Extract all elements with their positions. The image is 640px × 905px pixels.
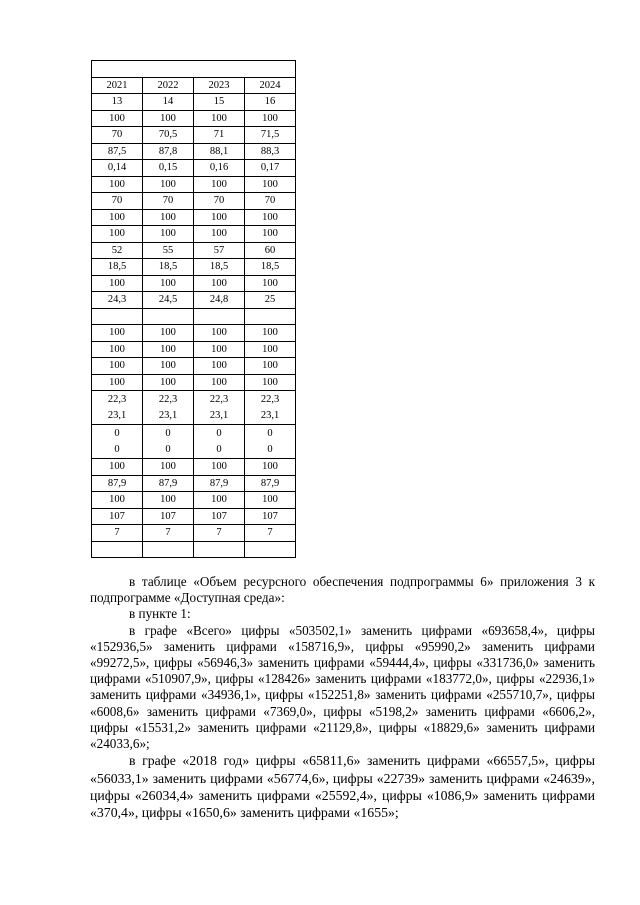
table-cell: 57 <box>194 242 245 259</box>
table-row <box>92 459 296 476</box>
table-cell: 0,14 <box>92 160 143 177</box>
table-cell: 2023 <box>194 77 245 94</box>
table-row <box>92 94 296 111</box>
table-cell: 87,9 <box>143 475 194 492</box>
table-cell: 87,9 <box>245 475 296 492</box>
table-cell: 107 <box>92 508 143 525</box>
table-cell: 100 <box>194 275 245 292</box>
table-cell-empty <box>92 61 296 78</box>
table-cell: 25 <box>245 292 296 309</box>
table-row <box>92 259 296 276</box>
table-cell: 87,8 <box>143 143 194 160</box>
table-cell: 7 <box>194 525 245 542</box>
table-cell: 71,5 <box>245 127 296 144</box>
table-row <box>92 176 296 193</box>
table-cell: 0,15 <box>143 160 194 177</box>
table-cell: 7 <box>143 525 194 542</box>
table-cell: 100 <box>143 226 194 243</box>
table-cell: 107 <box>143 508 194 525</box>
table-row <box>92 209 296 226</box>
table-cell: 100 <box>92 226 143 243</box>
table-cell: 15 <box>194 94 245 111</box>
table-row <box>92 242 296 259</box>
table-row <box>92 492 296 509</box>
table-cell: 100 <box>92 325 143 342</box>
table-cell: 18,5 <box>194 259 245 276</box>
table-cell: 100 <box>143 110 194 127</box>
table-cell: 100 <box>245 176 296 193</box>
table-cell: 100 <box>92 209 143 226</box>
cell-line: 23,1 <box>107 410 127 421</box>
table-cell: 70 <box>143 193 194 210</box>
table-cell: 87,5 <box>92 143 143 160</box>
table-cell: 100 <box>245 226 296 243</box>
table-cell: 55 <box>143 242 194 259</box>
table-cell-multiline <box>143 425 194 459</box>
table-cell-empty <box>194 541 245 558</box>
table-empty-row <box>92 308 296 325</box>
table-cell: 2021 <box>92 77 143 94</box>
table-cell: 100 <box>143 176 194 193</box>
table-cell: 70,5 <box>143 127 194 144</box>
table-cell: 100 <box>194 492 245 509</box>
table-cell: 100 <box>194 374 245 391</box>
table-cell-multiline <box>143 391 194 425</box>
cell-line: 0 <box>267 428 273 439</box>
cell-line: 0 <box>216 428 222 439</box>
table-row <box>92 226 296 243</box>
table-row <box>92 358 296 375</box>
table-cell: 24,3 <box>92 292 143 309</box>
table-cell: 100 <box>194 209 245 226</box>
table-cell: 100 <box>245 358 296 375</box>
table-cell-empty <box>143 308 194 325</box>
table-cell: 100 <box>194 459 245 476</box>
table-cell: 18,5 <box>143 259 194 276</box>
table-cell: 24,5 <box>143 292 194 309</box>
table-row <box>92 475 296 492</box>
cell-line: 0 <box>165 444 171 455</box>
cell-line: 0 <box>216 444 222 455</box>
table-cell: 7 <box>92 525 143 542</box>
table-cell: 18,5 <box>92 259 143 276</box>
paragraph-item-1: в пункте 1: <box>129 606 191 622</box>
cell-line: 0 <box>165 428 171 439</box>
table-cell-multiline <box>92 391 143 425</box>
table-cell: 100 <box>92 341 143 358</box>
paragraph-2018-column: в графе «2018 год» цифры «65811,6» заменить цифрами «66557,5», цифры «56033,1» заменить цифрами «56774,6», цифры «22739» заменить цифрами «24639», цифры «26034,4» заменить цифрами «25592,4», цифры «1086,9» заменить цифрами «370,4», цифры «1650,6» заменить цифрами «1655»; <box>90 753 595 821</box>
table-row <box>92 143 296 160</box>
document-body <box>90 574 595 821</box>
table-cell: 100 <box>194 176 245 193</box>
table-row <box>92 341 296 358</box>
table-cell: 100 <box>143 459 194 476</box>
table-row <box>92 292 296 309</box>
table-row <box>92 525 296 542</box>
table-cell: 100 <box>194 226 245 243</box>
table-cell: 100 <box>194 110 245 127</box>
paragraph-total-column: в графе «Всего» цифры «503502,1» заменить цифрами «693658,4», цифры «152936,5» заменить цифрами «158716,9», цифры «95990,2» заменить цифрами «99272,5», цифры «56946,3» заменить цифрами «59444,4», цифры «331736,0» заменить цифрами «510907,9», цифры «128426» заменить цифрами «183772,0», цифры «22936,1» заменить цифрами «34936,1», цифры «152251,8» заменить цифрами «255710,7», цифры «6008,6» заменить цифрами «7369,0», цифры «5198,2» заменить цифрами «6606,2», цифры «15531,2» заменить цифрами «21129,8», цифры «18829,6» заменить цифрами «24033,6»; <box>90 622 595 752</box>
table-cell: 100 <box>245 341 296 358</box>
paragraph-table-intro: в таблице «Объем ресурсного обеспечения подпрограммы 6» приложения 3 к подпрограмме «Доступная среда»: <box>90 574 595 606</box>
table-cell: 2024 <box>245 77 296 94</box>
table-cell: 100 <box>245 325 296 342</box>
indicator-table <box>91 60 296 558</box>
cell-line: 23,1 <box>260 410 280 421</box>
table-row <box>92 127 296 144</box>
table-cell: 100 <box>245 492 296 509</box>
cell-line: 0 <box>114 444 120 455</box>
table-cell: 87,9 <box>194 475 245 492</box>
table-cell: 100 <box>92 492 143 509</box>
table-row <box>92 275 296 292</box>
table-cell: 100 <box>194 358 245 375</box>
cell-line: 22,3 <box>260 394 280 405</box>
table-cell: 100 <box>92 176 143 193</box>
table-cell: 100 <box>194 341 245 358</box>
table-cell: 100 <box>92 275 143 292</box>
table-cell: 107 <box>245 508 296 525</box>
table-cell: 52 <box>92 242 143 259</box>
table-cell: 100 <box>143 325 194 342</box>
table-cell: 16 <box>245 94 296 111</box>
table-row <box>92 110 296 127</box>
table-cell-empty <box>92 541 143 558</box>
table-empty-row <box>92 541 296 558</box>
table-cell: 87,9 <box>92 475 143 492</box>
table-cell: 88,3 <box>245 143 296 160</box>
table-cell: 88,1 <box>194 143 245 160</box>
table-cell-multiline <box>245 425 296 459</box>
table-cell: 100 <box>245 275 296 292</box>
table-row-multiline <box>92 391 296 425</box>
table-cell: 70 <box>245 193 296 210</box>
table-cell: 2022 <box>143 77 194 94</box>
table-cell: 100 <box>143 358 194 375</box>
cell-line: 22,3 <box>158 394 178 405</box>
table-header-row <box>92 77 296 94</box>
table-cell-multiline <box>92 425 143 459</box>
cell-line: 0 <box>114 428 120 439</box>
table-cell-empty <box>245 541 296 558</box>
table-cell: 100 <box>92 374 143 391</box>
table-cell: 71 <box>194 127 245 144</box>
table-row <box>92 508 296 525</box>
table-cell: 18,5 <box>245 259 296 276</box>
table-cell: 100 <box>143 492 194 509</box>
table-cell: 100 <box>143 275 194 292</box>
table-cell-empty <box>194 308 245 325</box>
table-cell: 100 <box>143 209 194 226</box>
table-top-row <box>92 61 296 78</box>
table-row-multiline <box>92 425 296 459</box>
cell-line: 22,3 <box>107 394 127 405</box>
table-cell: 100 <box>143 374 194 391</box>
table-cell: 7 <box>245 525 296 542</box>
table-row <box>92 325 296 342</box>
table-cell: 13 <box>92 94 143 111</box>
table-cell-empty <box>92 308 143 325</box>
table-cell: 24,8 <box>194 292 245 309</box>
table-cell: 14 <box>143 94 194 111</box>
cell-line: 23,1 <box>158 410 178 421</box>
table-row <box>92 160 296 177</box>
cell-line: 22,3 <box>209 394 229 405</box>
table-cell: 100 <box>245 374 296 391</box>
table-cell-multiline <box>245 391 296 425</box>
table-cell: 100 <box>245 459 296 476</box>
table-row <box>92 374 296 391</box>
table-cell: 100 <box>92 459 143 476</box>
table-cell: 100 <box>245 209 296 226</box>
table-cell: 0,17 <box>245 160 296 177</box>
table-cell: 100 <box>194 325 245 342</box>
table-cell-multiline <box>194 391 245 425</box>
table-cell: 70 <box>92 127 143 144</box>
table-cell: 100 <box>245 110 296 127</box>
cell-line: 23,1 <box>209 410 229 421</box>
table-cell: 70 <box>194 193 245 210</box>
table-cell: 100 <box>92 110 143 127</box>
table-cell: 0,16 <box>194 160 245 177</box>
table-cell: 70 <box>92 193 143 210</box>
table-cell-multiline <box>194 425 245 459</box>
table-cell: 107 <box>194 508 245 525</box>
table-cell-empty <box>245 308 296 325</box>
table-cell: 100 <box>143 341 194 358</box>
table-cell: 100 <box>92 358 143 375</box>
cell-line: 0 <box>267 444 273 455</box>
table-cell: 60 <box>245 242 296 259</box>
table-cell-empty <box>143 541 194 558</box>
table-row <box>92 193 296 210</box>
